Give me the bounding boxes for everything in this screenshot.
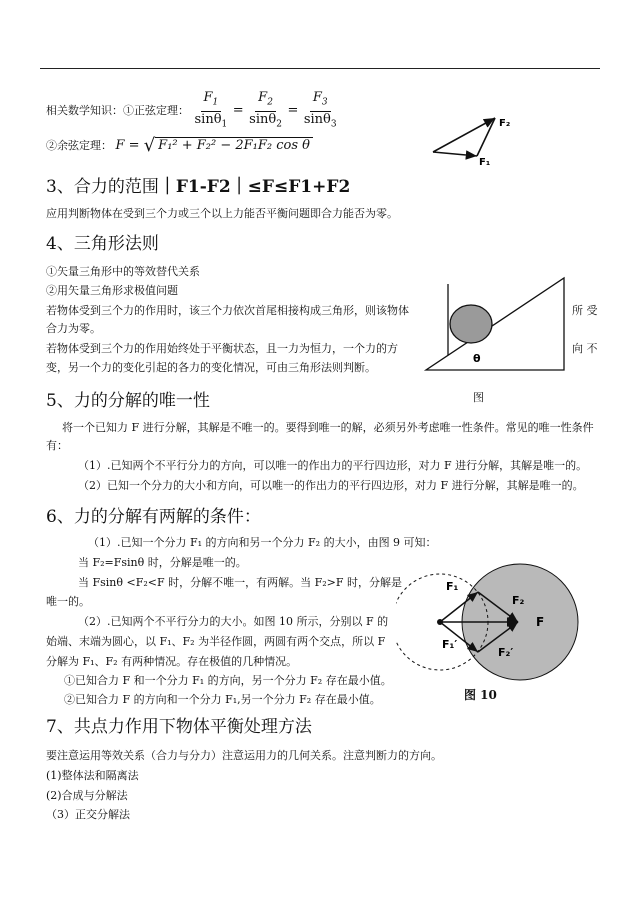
sine-fraction-3: $\frac{F_3}{\sin\theta_3}$ <box>303 90 337 130</box>
label-f2: F₂ <box>499 118 511 129</box>
vector-triangle-figure <box>425 108 525 168</box>
incline-triangle <box>426 278 564 370</box>
section-4-line-6: 变，另一个力的变化引起的各力的变化情况，可由三角形法则判断。 <box>46 361 376 374</box>
sine-law-line <box>46 90 339 132</box>
equals-2: = <box>287 103 299 119</box>
ball <box>450 305 492 343</box>
fig10-label-f: F <box>536 615 545 629</box>
incline-figure <box>422 270 572 375</box>
section-6-line-7: 分解为 F₁、F₂ 有两种情况。存在极值的几种情况。 <box>46 655 298 668</box>
section-7-item-3: （3）正交分解法 <box>46 808 130 821</box>
cosine-formula-body: F₁² + F₂² − 2F₁F₂ cos θ <box>155 137 313 153</box>
incline-figure-caption: 图 <box>473 391 484 404</box>
fig10-label-f1-top: F₁ <box>446 580 459 593</box>
cosine-law-line <box>46 135 313 156</box>
sine-law-prefix: 相关数学知识：①正弦定理： <box>46 104 189 118</box>
section-4-line-5: 若物体受到三个力的作用始终处于平衡状态，且一力为恒力，一个力的方 <box>46 342 398 355</box>
section-6-heading: 6、力的分解有两解的条件： <box>46 507 261 527</box>
section-4-heading: 4、三角形法则 <box>46 234 159 254</box>
section-7-item-1: (1)整体法和隔离法 <box>46 769 139 782</box>
section-6-line-9: ②已知合力 F 的方向和一个分力 F₁,另一个分力 F₂ 存在最小值。 <box>64 693 381 706</box>
figure-10 <box>396 560 606 686</box>
section-4-line-4: 合力为零。 <box>46 322 101 335</box>
section-5-item-2: （2）已知一个分力的大小和方向，可以唯一的作出力的平行四边形，对力 F 进行分解，其解是唯一的。 <box>78 479 584 492</box>
section-3-text: 应用判断物体在受到三个力或三个以上力能否平衡问题即合力能否为零。 <box>46 207 398 220</box>
fig10-label-f2-bottom: F₂′ <box>498 646 514 659</box>
cosine-formula-left: F = <box>115 138 144 153</box>
cosine-law-prefix: ②余弦定理： <box>46 139 112 152</box>
section-4-line-3: 若物体受到三个力的作用时，该三个力依次首尾相接构成三角形，则该物体 <box>46 304 409 317</box>
sine-fraction-2: $\frac{F_2}{\sin\theta_2}$ <box>249 90 282 130</box>
section-5-item-1: （1）.已知两个不平行分力的方向，可以唯一的作出力的平行四边形，对力 F 进行分解，其解是唯一的。 <box>78 459 588 472</box>
sqrt-icon: √ <box>143 135 156 156</box>
theta-label: θ <box>473 352 481 365</box>
section-7-text: 要注意运用等效关系（合力与分力）注意运用力的几何关系。注意判断力的方向。 <box>46 749 442 762</box>
fig10-label-f1-bottom: F₁′ <box>442 638 458 651</box>
section-6-line-4: 唯一的。 <box>46 595 90 608</box>
section-7-heading: 7、共点力作用下物体平衡处理方法 <box>46 717 312 737</box>
top-rule <box>40 68 600 69</box>
section-4-side-text-2: 向 不 <box>572 342 598 355</box>
section-5-paragraph-end: 有： <box>46 439 68 452</box>
section-3-heading: 3、合力的范围｜F1-F2｜≤F≤F1+F2 <box>46 177 351 197</box>
section-6-line-8: ①已知合力 F 和一个分力 F₁ 的方向，另一个分力 F₂ 存在最小值。 <box>64 674 392 687</box>
sine-fraction-1: $\frac{F_1}{\sin\theta_1}$ <box>194 90 228 130</box>
fig10-label-f2-top: F₂ <box>512 594 525 607</box>
vector-f2 <box>433 118 495 152</box>
section-6-line-5: （2）.已知两个不平行分力的大小。如图 10 所示，分别以 F 的 <box>78 615 389 628</box>
vector-f1 <box>433 152 477 156</box>
section-6-line-6: 始端、末端为圆心，以 F₁、F₂ 为半径作圆，两圆有两个交点，所以 F <box>46 635 386 648</box>
label-f1: F₁ <box>479 157 491 168</box>
section-5-heading: 5、力的分解的唯一性 <box>46 391 210 411</box>
section-7-item-2: (2)合成与分解法 <box>46 789 128 802</box>
section-4-line-2: ②用矢量三角形求极值问题 <box>46 284 178 297</box>
section-6-line-2: 当 F₂=Fsinθ 时，分解是唯一的。 <box>78 556 247 569</box>
figure-10-caption: 图 10 <box>464 688 497 702</box>
section-6-line-1: （1）.已知一个分力 F₁ 的方向和另一个分力 F₂ 的大小，由图 9 可知： <box>88 536 437 549</box>
section-5-paragraph: 将一个已知力 F 进行分解，其解是不唯一的。要得到唯一的解，必须另外考虑唯一性条件。常见的唯一性条件 <box>62 421 594 434</box>
equals-1: = <box>232 103 244 119</box>
section-4-line-1: ①矢量三角形中的等效替代关系 <box>46 265 200 278</box>
section-6-line-3: 当 Fsinθ <F₂<F 时，分解不唯一，有两解。当 F₂>F 时，分解是 <box>78 576 402 589</box>
section-4-side-text-1: 所 受 <box>572 304 598 317</box>
